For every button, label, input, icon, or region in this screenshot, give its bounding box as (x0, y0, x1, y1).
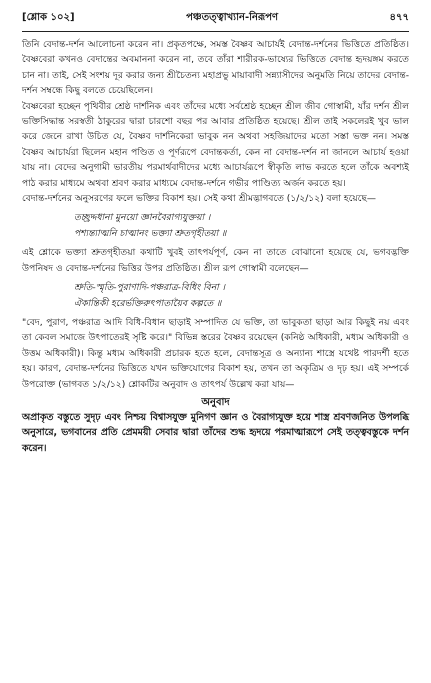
header-page-number: ৪৭৭ (389, 12, 409, 23)
verse-line: পশ্যন্ত্যাত্মনি চাত্মানং ভক্ত্যা শ্রুতগৃহীতয়া ॥ (74, 228, 227, 239)
translation-text: অপ্রাকৃত বস্তুতে সুদৃঢ় এবং নিশ্চয় বিশ্বাসযুক্ত মুনিগণ জ্ঞান ও বৈরাগ্যযুক্ত হয়ে শাস্ত্র শ্রবণজনিত উপলব্ধি অনুসারে, ভগবানের প্রতি প্রেমময়ী সেবার দ্বারা তাঁদের শুদ্ধ হৃদয়ে পরমাত্মারূপে সেই তত্ত্ববস্তুকে দর্শন করেন। (22, 411, 409, 454)
paragraph-5: "বেদ, পুরাণ, পঞ্চরাত্র আদি বিধি-বিধান ছাড়াই সম্পাদিত যে ভক্তি, তা ভাবুকতা ছাড়া আর কিছুই নয় এবং তা কেবল সমাজে উৎপাতেরই সৃষ্টি করে।" বিভিন্ন স্তরের বৈষ্ণব রয়েছেন (কনিষ্ঠ অধিকারী, মধ্যম অধিকারী ও উত্তম অধিকারী)। কিন্তু মধ্যম অধিকারী প্রচারক হতে হলে, বেদান্তসূত্র ও অন্যান্য শাস্ত্রে যথেষ্ট পারদর্শী হতে হয়। কারণ, বেদান্ত-দর্শনের ভিত্তিতে যখন ভক্তিযোগের বিকাশ হয়, তখন তা অকৃত্রিম ও দৃঢ় হয়। এই সম্পর্কে উপরোক্ত (ভাগবত ১/২/১২) শ্লোকটির অনুবাদ ও তাৎপর্য উল্লেখ করা যায়— (22, 317, 409, 390)
verse-block-2 (74, 281, 409, 312)
paragraph-2: বৈষ্ণবেরা হচ্ছেন পৃথিবীর শ্রেষ্ঠ দার্শনিক এবং তাঁদের মধ্যে সর্বশ্রেষ্ঠ হচ্ছেন শ্রীল জীব গোস্বামী, যাঁর দর্শন শ্রীল ভক্তিসিদ্ধান্ত সরস্বতী ঠাকুরের দ্বারা চারশো বছর পর আবার প্রতিষ্ঠিত হয়েছে। শ্রীল তাই সকলেরই খুব ভাল করে জেনে রাখা উচিত যে, বৈষ্ণব দার্শনিকেরা ভাবুক নন অথবা সহজিয়াদের মতো সস্তা ভক্ত নন। সমস্ত বৈষ্ণব আচার্যরা ছিলেন মহান পণ্ডিত ও পূর্ণরূপে বেদান্তকর্তা, কেন না বেদান্ত-দর্শন না জানলে আচার্য হওয়া যায় না। বেদের অনুগামী ভারতীয় পরমার্থবাদীদের মধ্যে আচার্যরূপে স্বীকৃতি লাভ করতে হলে তাঁকে অবশ্যই পাঠ করার মাধ্যমে অথবা শ্রবণ করার মাধ্যমে বেদান্ত-দর্শনে গভীর পাণ্ডিত্য অর্জন করতে হয়। (22, 101, 409, 189)
paragraph-1: তিনি বেদান্ত-দর্শন আলোচনা করেন না। প্রকৃতপক্ষে, সমস্ত বৈষ্ণব আচার্যই বেদান্ত-দর্শনের ভিত্তিতে প্রতিষ্ঠিত। বৈষ্ণবেরা কখনও বেদান্তের অবমাননা করেন না, তবে তাঁরা শারীরক-ভাষ্যের ভিত্তিতে বেদান্ত হৃদয়ঙ্গম করতে চান না। তাই, সেই সংশয় দূর করার জন্য শ্রীচৈতন্য মহাপ্রভু মায়াবাদী সন্ন্যাসীদের অনুমতি নিয়ে তাদের বেদান্ত-দর্শন সম্বন্ধে কিছু বলতে চেয়েছিলেন। (22, 40, 409, 97)
paragraph-3: বেদান্ত-দর্শনের অনুসরণের ফলে ভক্তির বিকাশ হয়। সেই কথা শ্রীমদ্ভাগবতে (১/২/১২) বলা হয়েছে— (22, 194, 376, 205)
translation-heading: অনুবাদ (201, 396, 230, 408)
header-verse-ref: [শ্লোক ১০২] (22, 12, 75, 23)
verse-line: শ্রুতি-স্মৃতি-পুরাণাদি-পঞ্চরাত্র-বিধিং বিনা । (74, 283, 225, 294)
paragraph-4: এই শ্লোকে ভক্ত্যা শ্রুতগৃহীতয়া কথাটি খুবই তাৎপর্যপূর্ণ, কেন না তাতে বোঝানো হয়েছে যে, ভগবদ্ভক্তি উপনিষদ ও বেদান্ত-দর্শনের ভিত্তির উপর প্রতিষ্ঠিত। শ্রীল রূপ গোস্বামী বলেছেন— (22, 248, 409, 274)
header-chapter-title: পঞ্চতত্ত্বাখ্যান-নিরূপণ (186, 12, 279, 23)
running-header (22, 10, 409, 31)
verse-line: ঐকান্তিকী হরের্ভক্তিরুৎপাতায়ৈব কল্পতে ॥ (74, 298, 222, 309)
verse-block-1 (74, 211, 409, 242)
header-rule (22, 31, 409, 32)
verse-line: তচ্ছ্রদ্দধানা মুনয়ো জ্ঞানবৈরাগ্যযুক্তয়া । (74, 213, 211, 224)
